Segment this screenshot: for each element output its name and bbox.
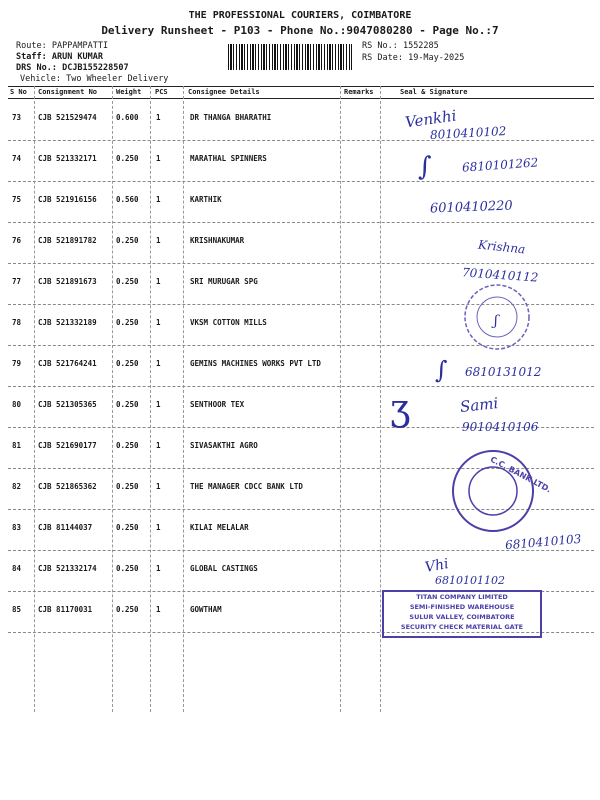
row-pcs: 1 xyxy=(156,400,161,409)
row-pcs: 1 xyxy=(156,154,161,163)
col-header-consignee: Consignee Details xyxy=(188,88,260,96)
vehicle-field xyxy=(20,74,168,84)
signature-row-77: Krishna xyxy=(477,237,526,257)
row-pcs: 1 xyxy=(156,564,161,573)
row-consignment-no: CJB 521529474 xyxy=(38,113,97,122)
vehicle-value: Two Wheeler Delivery xyxy=(66,74,169,84)
row-consignee: KRISHNAKUMAR xyxy=(190,236,245,245)
row-weight: 0.250 xyxy=(116,605,139,614)
signature-number-75: 6010410220 xyxy=(429,198,513,217)
row-consignee: GLOBAL CASTINGS xyxy=(190,564,258,573)
runsheet-subtitle: Delivery Runsheet - P103 - Phone No.:9047080280 - Page No.:7 xyxy=(101,24,499,37)
row-consignee: KARTHIK xyxy=(190,195,222,204)
row-consignee: SRI MURUGAR SPG xyxy=(190,277,258,286)
row-weight: 0.250 xyxy=(116,482,139,491)
row-consignee: KILAI MELALAR xyxy=(190,523,249,532)
row-consignment-no: CJB 521865362 xyxy=(38,482,97,491)
row-consignee: GEMINS MACHINES WORKS PVT LTD xyxy=(190,359,321,368)
signature-row-73: Venkhi xyxy=(403,106,458,132)
row-consignment-no: CJB 521332189 xyxy=(38,318,97,327)
barcode xyxy=(228,44,352,70)
rs-no-value: 1552285 xyxy=(402,41,439,51)
row-consignment-no: CJB 521916156 xyxy=(38,195,97,204)
row-weight: 0.250 xyxy=(116,564,139,573)
signature-number-84: 6810101102 xyxy=(435,574,505,587)
row-weight: 0.250 xyxy=(116,400,139,409)
row-weight: 0.600 xyxy=(116,113,139,122)
row-consignment-no: CJB 521305365 xyxy=(38,400,97,409)
signature-number-80: 9010410106 xyxy=(462,420,539,434)
stamp-line-2: SEMI-FINISHED WAREHOUSE xyxy=(409,603,515,611)
row-consignee: SENTHOOR TEX xyxy=(190,400,245,409)
company-gate-stamp xyxy=(382,590,542,638)
rs-date-label: RS Date: xyxy=(362,53,403,63)
signature-number-83: 6810410103 xyxy=(504,531,582,553)
row-sno: 76 xyxy=(12,236,22,245)
row-sno: 75 xyxy=(12,195,22,204)
row-consignment-no: CJB 81170031 xyxy=(38,605,93,614)
row-sno: 73 xyxy=(12,113,22,122)
row-sno: 82 xyxy=(12,482,22,491)
round-stamp-row-78 xyxy=(462,282,532,352)
row-pcs: 1 xyxy=(156,236,161,245)
col-header-weight: Weight xyxy=(116,88,142,96)
row-sno: 80 xyxy=(12,400,22,409)
col-header-seal: Seal & Signature xyxy=(400,88,468,96)
row-sno: 83 xyxy=(12,523,22,532)
route-value: PAPPAMPATTI xyxy=(51,41,109,51)
row-sno: 79 xyxy=(12,359,22,368)
row-pcs: 1 xyxy=(156,359,161,368)
row-weight: 0.250 xyxy=(116,154,139,163)
stamp-line-3: SULUR VALLEY, COIMBATORE xyxy=(409,613,515,621)
signature-number-73: 8010410102 xyxy=(429,124,507,142)
row-pcs: 1 xyxy=(156,523,161,532)
row-consignee: SIVASAKTHI AGRO xyxy=(190,441,258,450)
rs-no-label: RS No.: xyxy=(362,41,398,51)
row-sno: 84 xyxy=(12,564,22,573)
row-weight: 0.250 xyxy=(116,359,139,368)
row-consignment-no: CJB 521690177 xyxy=(38,441,97,450)
row-pcs: 1 xyxy=(156,113,161,122)
signature-number-79: 6810131012 xyxy=(465,365,542,379)
col-header-pcs: PCS xyxy=(155,88,168,96)
row-consignee: VKSM COTTON MILLS xyxy=(190,318,267,327)
row-sno: 85 xyxy=(12,605,22,614)
table-top-rule xyxy=(8,86,594,87)
row-pcs: 1 xyxy=(156,195,161,204)
table-row xyxy=(0,550,600,591)
row-weight: 0.250 xyxy=(116,523,139,532)
rs-date-value: 19-May-2025 xyxy=(408,53,465,63)
rs-date-field xyxy=(362,53,464,63)
signature-row-80: Sami xyxy=(459,394,500,416)
col-header-remarks: Remarks xyxy=(344,88,374,96)
staff-label: Staff: xyxy=(16,52,47,62)
row-consignment-no: CJB 521332174 xyxy=(38,564,97,573)
staff-value: ARUN KUMAR xyxy=(51,52,104,62)
row-sno: 81 xyxy=(12,441,22,450)
row-sno: 78 xyxy=(12,318,22,327)
row-pcs: 1 xyxy=(156,605,161,614)
signature-number-74: 6810101262 xyxy=(461,155,539,175)
table-row xyxy=(0,99,600,140)
row-weight: 0.250 xyxy=(116,441,139,450)
signature-row-84: Vhi xyxy=(423,556,450,576)
signature-scribble-74: ∫ xyxy=(418,152,432,182)
signature-scribble-78: ʃ xyxy=(494,313,498,329)
row-weight: 0.250 xyxy=(116,277,139,286)
row-weight: 0.250 xyxy=(116,318,139,327)
col-header-sno: S No xyxy=(10,88,27,96)
row-pcs: 1 xyxy=(156,482,161,491)
drs-label: DRS No.: xyxy=(16,63,57,73)
row-consignment-no: CJB 521891782 xyxy=(38,236,97,245)
signature-scribble-80: ʒ xyxy=(390,388,411,429)
row-pcs: 1 xyxy=(156,277,161,286)
stamp-line-4: SECURITY CHECK MATERIAL GATE xyxy=(400,623,524,631)
stamp-line-1: TITAN COMPANY LIMITED xyxy=(416,593,508,601)
drs-value: DCJB155228507 xyxy=(62,63,129,73)
row-consignee: MARATHAL SPINNERS xyxy=(190,154,267,163)
bank-round-stamp xyxy=(450,448,553,534)
row-weight: 0.560 xyxy=(116,195,139,204)
row-weight: 0.250 xyxy=(116,236,139,245)
signature-scribble-79: ∫ xyxy=(435,356,448,384)
row-consignment-no: CJB 521332171 xyxy=(38,154,97,163)
row-pcs: 1 xyxy=(156,318,161,327)
vehicle-label: Vehicle: xyxy=(20,74,61,84)
row-consignment-no: CJB 521764241 xyxy=(38,359,97,368)
row-consignee: GOWTHAM xyxy=(190,605,222,614)
staff-field xyxy=(16,52,103,62)
signature-number-77: 7010410112 xyxy=(461,265,539,285)
row-sno: 74 xyxy=(12,154,22,163)
route-field xyxy=(16,41,108,51)
row-consignment-no: CJB 81144037 xyxy=(38,523,93,532)
row-consignee: THE MANAGER CDCC BANK LTD xyxy=(190,482,303,491)
drs-field xyxy=(16,63,129,73)
rs-no-field xyxy=(362,41,439,51)
row-consignment-no: CJB 521891673 xyxy=(38,277,97,286)
document-title: THE PROFESSIONAL COURIERS, COIMBATORE xyxy=(188,10,412,21)
row-sno: 77 xyxy=(12,277,22,286)
bank-stamp-text: C.C. BANK LTD. xyxy=(488,454,553,495)
route-label: Route: xyxy=(16,41,47,51)
row-pcs: 1 xyxy=(156,441,161,450)
row-consignee: DR THANGA BHARATHI xyxy=(190,113,272,122)
col-header-consignment: Consignment No xyxy=(38,88,98,96)
